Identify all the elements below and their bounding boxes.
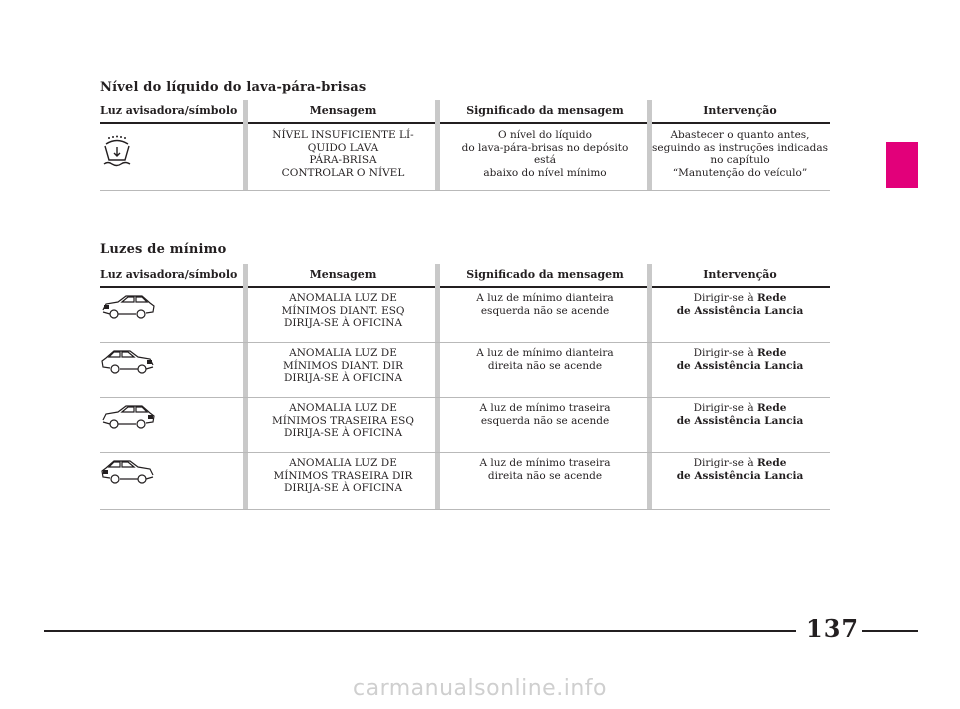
header-meaning: Significado da mensagem bbox=[466, 104, 624, 117]
side-lights-table bbox=[100, 264, 830, 510]
meaning-text: A luz de mínimo dianteira direita não se acende bbox=[476, 347, 614, 372]
meaning-text: O nível do líquido do lava-pára-brisas no depósito está abaixo do nível mínimo bbox=[461, 129, 629, 179]
header-message: Mensagem bbox=[309, 268, 377, 281]
action-text: Dirigir-se à Rede de Assistência Lancia bbox=[676, 402, 804, 427]
table-header bbox=[100, 264, 830, 288]
front-left-light-car-icon bbox=[100, 292, 156, 322]
message-text: ANOMALIA LUZ DE MÍNIMOS DIANT. DIR DIRIJA-SE À OFICINA bbox=[282, 347, 404, 384]
header-symbol: Luz avisadora/símbolo bbox=[100, 268, 238, 281]
table-row bbox=[100, 288, 830, 343]
washer-fluid-table bbox=[100, 100, 830, 191]
header-action: Intervenção bbox=[703, 104, 777, 117]
header-action: Intervenção bbox=[703, 268, 777, 281]
message-text: NÍVEL INSUFICIENTE LÍ- QUIDO LAVA PÁRA-BRISA CONTROLAR O NÍVEL bbox=[272, 129, 414, 179]
section-title-washer-fluid: Nível do líquido do lava-pára-brisas bbox=[100, 80, 367, 95]
header-message: Mensagem bbox=[309, 104, 377, 117]
message-text: ANOMALIA LUZ DE MÍNIMOS TRASEIRA ESQ DIRIJA-SE À OFICINA bbox=[272, 402, 414, 439]
meaning-text: A luz de mínimo traseira direita não se acende bbox=[479, 457, 611, 482]
action-text: Dirigir-se à Rede de Assistência Lancia bbox=[676, 457, 804, 482]
footer-rule-left bbox=[44, 630, 796, 632]
action-text: Dirigir-se à Rede de Assistência Lancia bbox=[676, 292, 804, 317]
chapter-tab-marker bbox=[886, 142, 918, 188]
header-symbol: Luz avisadora/símbolo bbox=[100, 104, 238, 117]
rear-left-light-car-icon bbox=[100, 402, 156, 432]
watermark: carmanualsonline.info bbox=[353, 676, 607, 701]
table-row bbox=[100, 453, 830, 510]
page-number: 137 bbox=[806, 614, 860, 643]
header-meaning: Significado da mensagem bbox=[466, 268, 624, 281]
front-right-light-car-icon bbox=[100, 347, 156, 377]
meaning-text: A luz de mínimo dianteira esquerda não se acende bbox=[476, 292, 614, 317]
washer-fluid-icon bbox=[100, 134, 134, 168]
action-text: Abastecer o quanto antes, seguindo as instruções indicadas no capítulo “Manutenção do veículo” bbox=[652, 129, 828, 179]
action-text: Dirigir-se à Rede de Assistência Lancia bbox=[676, 347, 804, 372]
table-header bbox=[100, 100, 830, 124]
message-text: ANOMALIA LUZ DE MÍNIMOS DIANT. ESQ DIRIJA-SE À OFICINA bbox=[281, 292, 405, 329]
table-row bbox=[100, 398, 830, 453]
section-title-side-lights: Luzes de mínimo bbox=[100, 242, 227, 257]
table-row bbox=[100, 124, 830, 191]
footer-rule-right bbox=[862, 630, 918, 632]
rear-right-light-car-icon bbox=[100, 457, 156, 487]
meaning-text: A luz de mínimo traseira esquerda não se acende bbox=[479, 402, 611, 427]
message-text: ANOMALIA LUZ DE MÍNIMOS TRASEIRA DIR DIRIJA-SE À OFICINA bbox=[273, 457, 413, 494]
table-row bbox=[100, 343, 830, 398]
